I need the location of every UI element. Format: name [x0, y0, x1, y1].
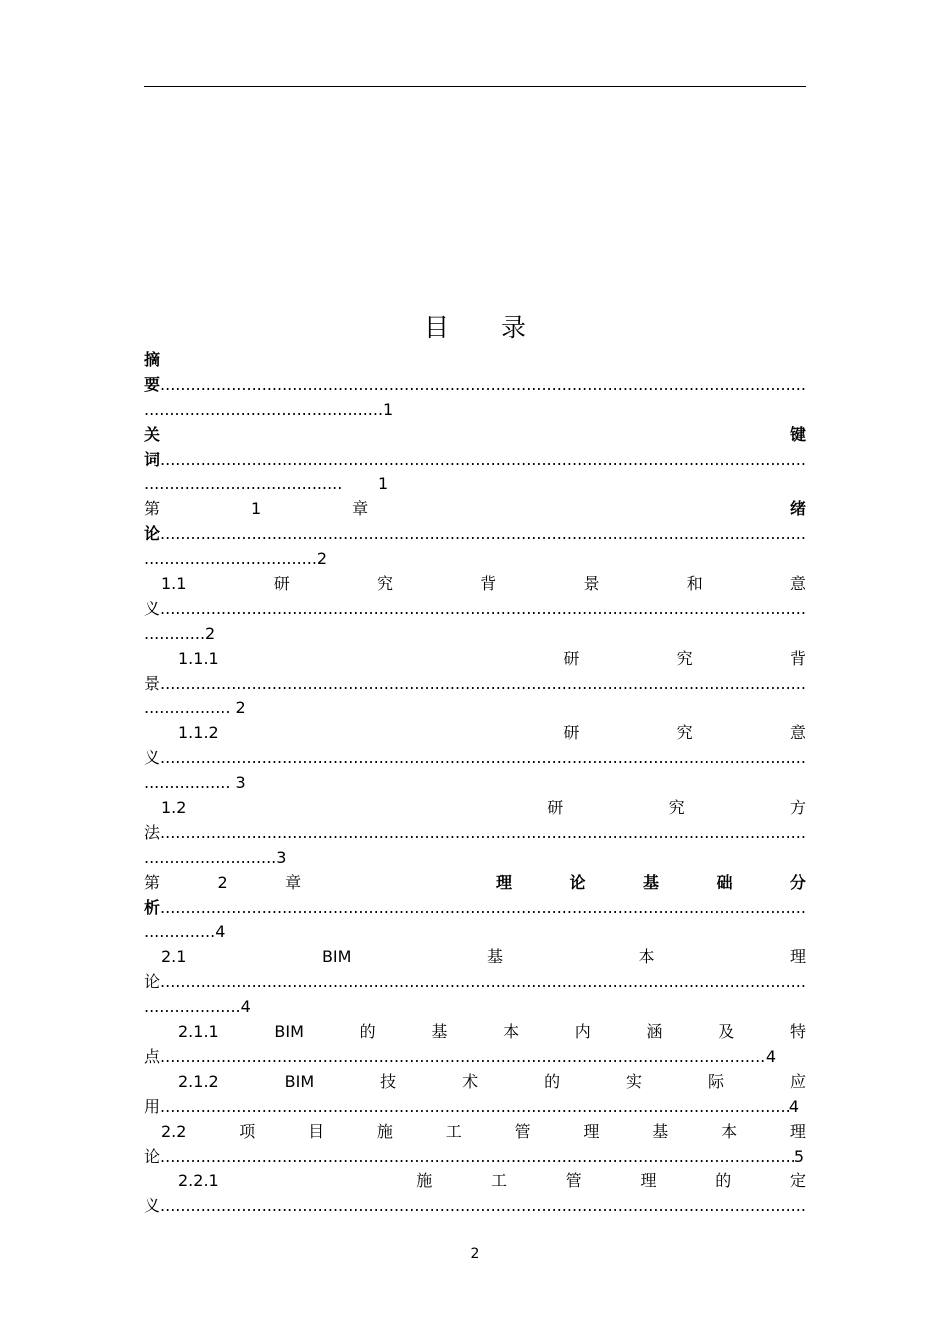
toc-entry-1-1-2-l2[interactable] — [144, 746, 806, 771]
toc-entry-2-1-1-l1[interactable] — [144, 1020, 806, 1045]
toc-label-part: 研 — [563, 648, 580, 668]
toc-label-part: 景 — [583, 574, 600, 594]
toc-leader — [160, 522, 806, 547]
toc-label: 键 — [789, 424, 806, 444]
toc-entry-2-2-1-l1[interactable] — [144, 1169, 806, 1194]
toc-page-number: 1 — [377, 474, 389, 494]
toc-label-part: 基 — [642, 872, 659, 892]
toc-label-part: 2 — [217, 872, 228, 892]
toc-label: 要 — [144, 374, 161, 394]
toc-label-part: 理 — [789, 947, 806, 967]
toc-label-part: 础 — [716, 872, 733, 892]
toc-leader: ................. — [144, 698, 236, 718]
toc-page-number: 1 — [383, 399, 394, 419]
toc-label-part: 方 — [789, 798, 806, 818]
toc-entry-1-1-2-l3[interactable] — [144, 771, 806, 796]
toc-leader — [160, 821, 806, 846]
toc-label-part: 的 — [359, 1022, 376, 1042]
toc-label-part: 本 — [638, 947, 655, 967]
toc-label-part: 第 — [144, 499, 161, 519]
toc-entry-keywords-l3[interactable] — [144, 472, 806, 497]
toc-label-part: 目 — [308, 1121, 325, 1141]
toc-leader: .............. — [144, 922, 216, 942]
toc-leader: ....................................... — [144, 474, 378, 494]
toc-label-part: 绪 — [789, 499, 806, 519]
toc-leader — [160, 1194, 806, 1219]
toc-leader — [160, 373, 806, 398]
toc-label-part: 1.1 — [161, 574, 187, 594]
toc-page-number: 4 — [765, 1046, 776, 1066]
toc-label-part: 背 — [789, 648, 806, 668]
toc-label-part: 1.1.2 — [178, 723, 219, 743]
toc-label: 析 — [144, 897, 161, 917]
toc-label-part: 术 — [462, 1071, 479, 1091]
toc-entry-2-1-l1[interactable] — [144, 945, 806, 970]
toc-page-number: 4 — [215, 922, 226, 942]
toc-label-part: 基 — [486, 947, 503, 967]
toc-label: 词 — [144, 449, 161, 469]
toc-page-number: 5 — [793, 1146, 804, 1166]
toc-label: 摘 — [144, 350, 161, 369]
toc-label-part: 1.1.1 — [178, 648, 219, 668]
toc-label-part: 应 — [789, 1071, 806, 1091]
toc-entry-2-1-2-l2[interactable] — [144, 1095, 799, 1120]
toc-entry-ch2-l2[interactable] — [144, 896, 806, 921]
toc-label-part: 施 — [376, 1121, 393, 1141]
toc-label-part: 理 — [583, 1121, 600, 1141]
toc-leader — [160, 672, 806, 697]
toc-label-part: 意 — [789, 574, 806, 594]
toc-title: 目 录 — [424, 313, 548, 342]
toc-entry-ch1-l2[interactable] — [144, 522, 806, 547]
toc-label-part: 的 — [544, 1071, 561, 1091]
toc-label-part: 工 — [490, 1171, 507, 1191]
toc-entry-2-2-l2[interactable] — [144, 1145, 804, 1170]
toc-label-part: 管 — [565, 1171, 582, 1191]
toc-entry-1-1-l2[interactable] — [144, 597, 806, 622]
toc-label-part: 2.1 — [161, 947, 187, 967]
toc-label-part: 分 — [789, 872, 806, 892]
toc-label-part: 究 — [676, 723, 693, 743]
toc-label-part: 本 — [503, 1022, 520, 1042]
toc-entry-abstract-l1[interactable] — [144, 348, 806, 373]
toc-leader — [160, 1095, 789, 1120]
toc-label: 用 — [144, 1096, 161, 1116]
toc-label: 论 — [144, 1146, 161, 1166]
toc-label: 义 — [144, 598, 161, 618]
toc-leader — [160, 746, 806, 771]
toc-page-number: 2 — [205, 623, 216, 643]
toc-label-part: 第 — [144, 872, 161, 892]
toc-entry-abstract-l3[interactable] — [144, 398, 806, 423]
toc-label-part: 理 — [640, 1171, 657, 1191]
toc-page-number: 3 — [276, 847, 287, 867]
toc-label-part: 本 — [721, 1121, 738, 1141]
page-number: 2 — [470, 1246, 480, 1262]
toc-entry-1-2-l2[interactable] — [144, 821, 806, 846]
toc-label-part: 涵 — [646, 1022, 663, 1042]
toc-label-part: 管 — [514, 1121, 531, 1141]
toc-label-part: 和 — [686, 574, 703, 594]
toc-label-part: BIM — [321, 947, 352, 967]
toc-page-number: 2 — [235, 698, 246, 718]
toc-page-number: 2 — [316, 549, 328, 569]
toc-entry-keywords-l2[interactable] — [144, 448, 806, 473]
toc-label: 论 — [144, 524, 161, 544]
toc-page-number: 3 — [235, 773, 246, 793]
toc-label: 点 — [144, 1046, 161, 1066]
toc-entry-2-2-l1[interactable] — [144, 1120, 806, 1145]
toc-leader — [160, 896, 806, 921]
toc-leader: .......................... — [144, 847, 277, 867]
toc-label-part: 2.2.1 — [178, 1171, 219, 1191]
toc-label-part: 论 — [569, 872, 586, 892]
toc-label: 关 — [144, 424, 161, 444]
toc-label-part: 研 — [547, 798, 564, 818]
toc-label-part: 工 — [445, 1121, 462, 1141]
toc-entry-1-1-1-l2[interactable] — [144, 672, 806, 697]
toc-label-part: 基 — [652, 1121, 669, 1141]
toc-label-part: 定 — [789, 1171, 806, 1191]
toc-label-part: 项 — [239, 1121, 256, 1141]
table-of-contents — [144, 348, 806, 1219]
toc-label-part: 1 — [250, 499, 262, 519]
toc-entry-2-2-1-l2[interactable] — [144, 1194, 806, 1219]
toc-label-part: 特 — [789, 1022, 806, 1042]
toc-label-part: BIM — [284, 1071, 315, 1091]
toc-entry-ch2-l1[interactable] — [144, 871, 806, 896]
toc-label: 法 — [144, 822, 161, 842]
toc-entry-2-1-1-l2[interactable] — [144, 1045, 776, 1070]
toc-leader: ............................................... — [144, 399, 384, 419]
toc-entry-ch1-l1[interactable] — [144, 497, 806, 522]
toc-entry-keywords-l1[interactable] — [144, 423, 806, 448]
toc-label-part: 理 — [789, 1121, 806, 1141]
toc-entry-2-1-2-l1[interactable] — [144, 1070, 806, 1095]
toc-label: 景 — [144, 673, 161, 693]
toc-leader: ................. — [144, 773, 236, 793]
toc-label-part: 及 — [718, 1022, 735, 1042]
toc-label-part: 施 — [416, 1171, 433, 1191]
toc-label: 义 — [144, 748, 161, 768]
toc-entry-1-1-1-l1[interactable] — [144, 647, 806, 672]
toc-label-part: BIM — [274, 1022, 304, 1042]
toc-label-part: 内 — [574, 1022, 591, 1042]
toc-leader: ................... — [144, 997, 241, 1017]
toc-label-part: 技 — [380, 1071, 397, 1091]
toc-label-part: 的 — [715, 1171, 732, 1191]
toc-page-number: 4 — [240, 997, 251, 1017]
toc-label-part: 1.2 — [161, 798, 187, 818]
toc-label-part: 实 — [626, 1071, 643, 1091]
toc-entry-ch2-l3[interactable] — [144, 920, 806, 945]
toc-entry-1-1-1-l3[interactable] — [144, 696, 806, 721]
toc-entry-1-1-l1[interactable] — [144, 572, 806, 597]
toc-label-part: 2.2 — [161, 1121, 187, 1141]
toc-label-part: 章 — [352, 499, 369, 519]
header-rule — [144, 86, 806, 87]
toc-entry-ch1-l3[interactable] — [144, 547, 806, 572]
toc-label-part: 2.1.1 — [178, 1022, 219, 1042]
toc-label-part: 章 — [285, 872, 302, 892]
toc-entry-2-1-l2[interactable] — [144, 970, 806, 995]
toc-page-number: 4 — [788, 1096, 799, 1116]
toc-leader: .................................. — [144, 549, 317, 569]
toc-entry-1-2-l1[interactable] — [144, 796, 806, 821]
toc-label: 论 — [144, 972, 161, 992]
toc-label-part: 意 — [789, 723, 806, 743]
toc-label-part: 基 — [431, 1022, 448, 1042]
toc-leader — [160, 1045, 766, 1070]
toc-leader: ............ — [144, 623, 206, 643]
toc-entry-2-1-l3[interactable] — [144, 995, 806, 1020]
toc-label-part: 背 — [480, 574, 497, 594]
toc-leader — [160, 1145, 794, 1170]
toc-entry-1-2-l3[interactable] — [144, 846, 806, 871]
toc-label-part: 究 — [376, 574, 393, 594]
toc-leader — [160, 448, 806, 473]
toc-label-part: 2.1.2 — [178, 1071, 219, 1091]
toc-entry-1-1-l3[interactable] — [144, 622, 806, 647]
toc-leader — [160, 597, 806, 622]
toc-label-part: 究 — [676, 648, 693, 668]
toc-label-part: 理 — [496, 872, 513, 892]
toc-label-part: 研 — [273, 574, 290, 594]
toc-leader — [160, 970, 806, 995]
toc-entry-abstract-l2[interactable] — [144, 373, 806, 398]
toc-label-part: 究 — [668, 798, 685, 818]
toc-label: 义 — [144, 1196, 161, 1216]
toc-entry-1-1-2-l1[interactable] — [144, 721, 806, 746]
toc-label-part: 研 — [563, 723, 580, 743]
toc-label-part: 际 — [708, 1071, 725, 1091]
